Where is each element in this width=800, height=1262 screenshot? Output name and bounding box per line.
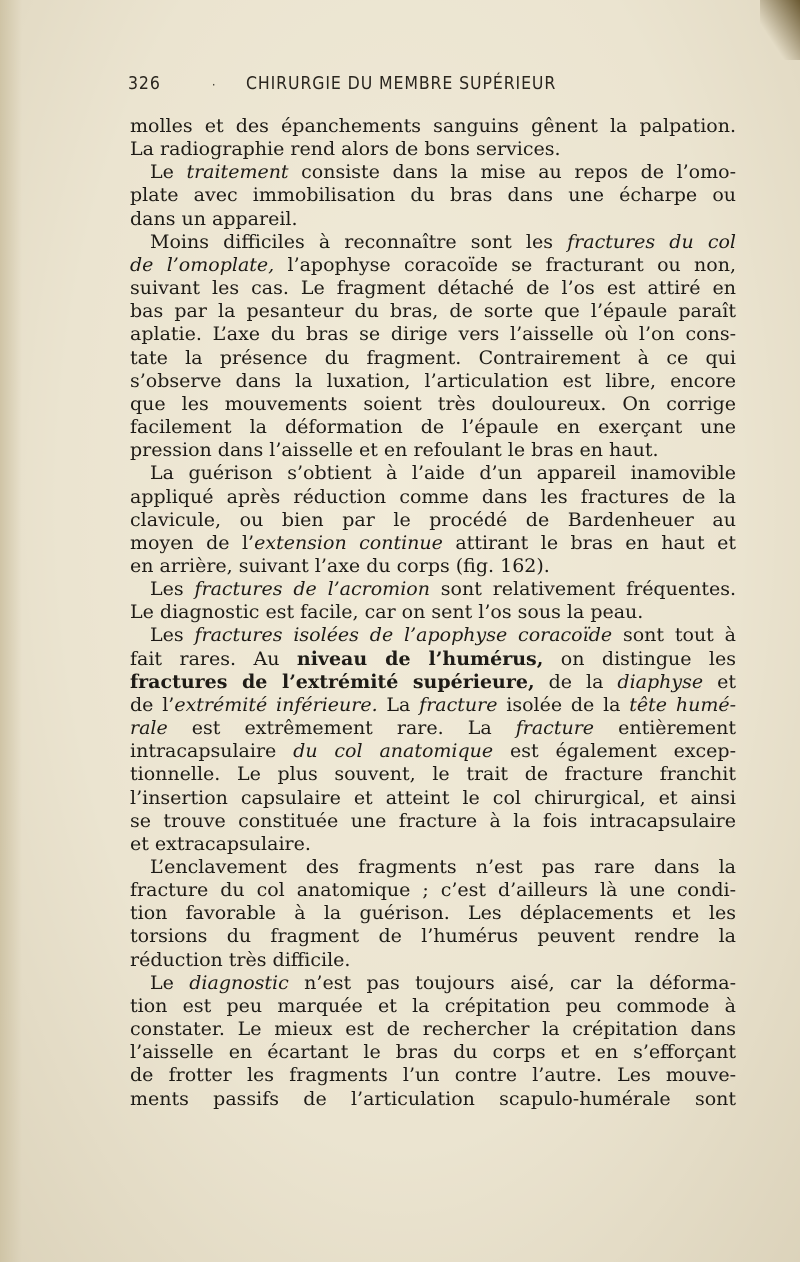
bold-span: niveau de l’humérus, bbox=[296, 647, 544, 670]
text-span: La guérison s’obtient à l’aide d’un appareil inamovible bbox=[150, 462, 736, 485]
text-span: Le bbox=[150, 161, 187, 184]
text-line bbox=[130, 972, 736, 995]
running-title: CHIRURGIE DU MEMBRE SUPÉRIEUR bbox=[246, 74, 557, 94]
text-line bbox=[130, 763, 736, 786]
text-span: ments passifs de l’articulation scapulo-humérale sont bbox=[130, 1087, 736, 1110]
text-span: appliqué après réduction comme dans les fractures de la bbox=[130, 485, 736, 508]
text-line bbox=[130, 393, 736, 416]
italic-span: fractures de l’acromion bbox=[194, 578, 430, 601]
text-span: réduction très difficile. bbox=[130, 948, 351, 971]
text-line bbox=[130, 439, 736, 462]
text-line bbox=[130, 995, 736, 1018]
italic-span: fractures isolées de l’apophyse coracoïde bbox=[194, 624, 613, 647]
italic-span: tête humé- bbox=[629, 693, 737, 716]
text-span: entièrement bbox=[594, 717, 736, 740]
text-span: Les bbox=[150, 624, 195, 647]
text-span: que les mouvements soient très douloureux. On corrige bbox=[130, 392, 736, 415]
bold-span: fractures de l’extrémité supérieure, bbox=[130, 670, 535, 693]
text-span: et extracapsulaire. bbox=[130, 832, 311, 855]
text-span: tion est peu marquée et la crépitation peu commode à bbox=[130, 994, 736, 1017]
text-span: facilement la déformation de l’épaule en exerçant une bbox=[130, 416, 736, 439]
text-span: Le diagnostic est facile, car on sent l’os sous la peau. bbox=[130, 601, 644, 624]
text-line bbox=[130, 1064, 736, 1087]
text-line bbox=[130, 949, 736, 972]
italic-span: diaphyse bbox=[617, 670, 704, 693]
text-span: de l’ bbox=[130, 693, 175, 716]
text-span: est extrêmement rare. La bbox=[167, 717, 516, 740]
text-line bbox=[130, 347, 736, 370]
text-line bbox=[130, 486, 736, 509]
text-span: dans un appareil. bbox=[130, 207, 298, 230]
text-span: se trouve constituée une fracture à la fois intracapsulaire bbox=[130, 809, 736, 832]
italic-span: fracture bbox=[419, 693, 498, 716]
text-span: est également excep- bbox=[493, 740, 736, 763]
text-span: intracapsulaire bbox=[130, 740, 294, 763]
text-span: tionnelle. Le plus souvent, le trait de fracture franchit bbox=[130, 763, 736, 786]
text-span: et bbox=[703, 670, 736, 693]
text-line bbox=[130, 416, 736, 439]
text-line bbox=[130, 115, 736, 138]
italic-span: diagnostic bbox=[189, 971, 289, 994]
text-line bbox=[130, 300, 736, 323]
text-span: constater. Le mieux est de rechercher la crépitation dans bbox=[130, 1018, 736, 1041]
text-line bbox=[130, 532, 736, 555]
text-line bbox=[130, 370, 736, 393]
italic-span: rale bbox=[130, 717, 168, 740]
text-line bbox=[130, 902, 736, 925]
text-line bbox=[130, 323, 736, 346]
text-span: attirant le bras en haut et bbox=[442, 531, 736, 554]
text-line bbox=[130, 1018, 736, 1041]
text-line bbox=[130, 717, 736, 740]
running-header bbox=[128, 74, 737, 94]
text-span: Le bbox=[150, 971, 190, 994]
text-span: torsions du fragment de l’humérus peuvent rendre la bbox=[130, 925, 736, 948]
text-line bbox=[130, 925, 736, 948]
text-line bbox=[130, 810, 736, 833]
text-span: de frotter les fragments l’un contre l’autre. Les mouve- bbox=[130, 1064, 736, 1087]
text-span: en arrière, suivant l’axe du corps (fig. 162). bbox=[130, 554, 550, 577]
text-line bbox=[130, 138, 736, 161]
text-span: s’observe dans la luxation, l’articulation est libre, encore bbox=[130, 369, 736, 392]
text-line bbox=[130, 277, 736, 300]
text-line bbox=[130, 184, 736, 207]
text-span: l’apophyse coracoïde se fracturant ou non, bbox=[274, 253, 737, 276]
text-span: tate la présence du fragment. Contrairement à ce qui bbox=[130, 346, 736, 369]
text-line bbox=[130, 624, 736, 647]
text-span: Les bbox=[150, 578, 195, 601]
italic-span: fractures du col bbox=[567, 230, 736, 253]
italic-span: fracture bbox=[515, 717, 595, 740]
text-line bbox=[130, 694, 736, 717]
text-span: La bbox=[377, 693, 420, 716]
text-line bbox=[130, 578, 736, 601]
text-line bbox=[130, 648, 736, 671]
text-line bbox=[130, 555, 736, 578]
text-span: Moins difficiles à reconnaître sont les bbox=[150, 230, 568, 253]
text-line bbox=[130, 833, 736, 856]
text-span: aplatie. L’axe du bras se dirige vers l’aisselle où l’on cons- bbox=[130, 323, 736, 346]
text-line bbox=[130, 231, 736, 254]
text-span: l’aisselle en écartant le bras du corps et en s’efforçant bbox=[130, 1041, 736, 1064]
text-line bbox=[130, 856, 736, 879]
italic-span: extension continue bbox=[254, 531, 443, 554]
text-span: La radiographie rend alors de bons services. bbox=[130, 138, 561, 161]
header-separator: · bbox=[212, 78, 217, 92]
text-span: fait rares. Au bbox=[130, 647, 297, 670]
text-span: isolée de la bbox=[497, 693, 630, 716]
italic-span: de l’omoplate, bbox=[130, 253, 275, 276]
text-line bbox=[130, 254, 736, 277]
text-span: consiste dans la mise au repos de l’omo- bbox=[288, 161, 736, 184]
page-number: 326 bbox=[128, 74, 161, 94]
text-span: de la bbox=[534, 670, 618, 693]
body-text bbox=[130, 115, 736, 1111]
text-span: clavicule, ou bien par le procédé de Bardenheuer au bbox=[130, 508, 736, 531]
text-span: bas par la pesanteur du bras, de sorte que l’épaule paraît bbox=[130, 300, 736, 323]
italic-span: traitement bbox=[186, 161, 289, 184]
text-span: tion favorable à la guérison. Les déplacements et les bbox=[130, 902, 736, 925]
text-line bbox=[130, 462, 736, 485]
text-span: on distingue les bbox=[543, 647, 736, 670]
italic-span: extrémité inférieure. bbox=[174, 693, 378, 716]
text-line bbox=[130, 1088, 736, 1111]
text-span: molles et des épanchements sanguins gênent la palpation. bbox=[130, 115, 736, 137]
text-line bbox=[130, 879, 736, 902]
text-span: n’est pas toujours aisé, car la déforma- bbox=[288, 971, 736, 994]
italic-span: du col anatomique bbox=[293, 740, 494, 763]
text-span: fracture du col anatomique ; c’est d’ailleurs là une condi- bbox=[130, 879, 736, 902]
text-span: sont tout à bbox=[612, 624, 736, 647]
text-line bbox=[130, 671, 736, 694]
text-span: suivant les cas. Le fragment détaché de l’os est attiré en bbox=[130, 277, 736, 300]
text-line bbox=[130, 740, 736, 763]
text-line bbox=[130, 509, 736, 532]
text-span: l’insertion capsulaire et atteint le col chirurgical, et ainsi bbox=[130, 786, 736, 809]
text-span: pression dans l’aisselle et en refoulant le bras en haut. bbox=[130, 439, 659, 462]
text-span: L’enclavement des fragments n’est pas rare dans la bbox=[150, 856, 736, 878]
text-span: sont relativement fréquentes. bbox=[429, 578, 736, 601]
text-line bbox=[130, 601, 736, 624]
text-span: moyen de l’ bbox=[130, 531, 255, 554]
text-line bbox=[130, 787, 736, 810]
text-span: plate avec immobilisation du bras dans une écharpe ou bbox=[130, 184, 736, 207]
text-line bbox=[130, 208, 736, 231]
text-line bbox=[130, 161, 736, 184]
text-line bbox=[130, 1041, 736, 1064]
